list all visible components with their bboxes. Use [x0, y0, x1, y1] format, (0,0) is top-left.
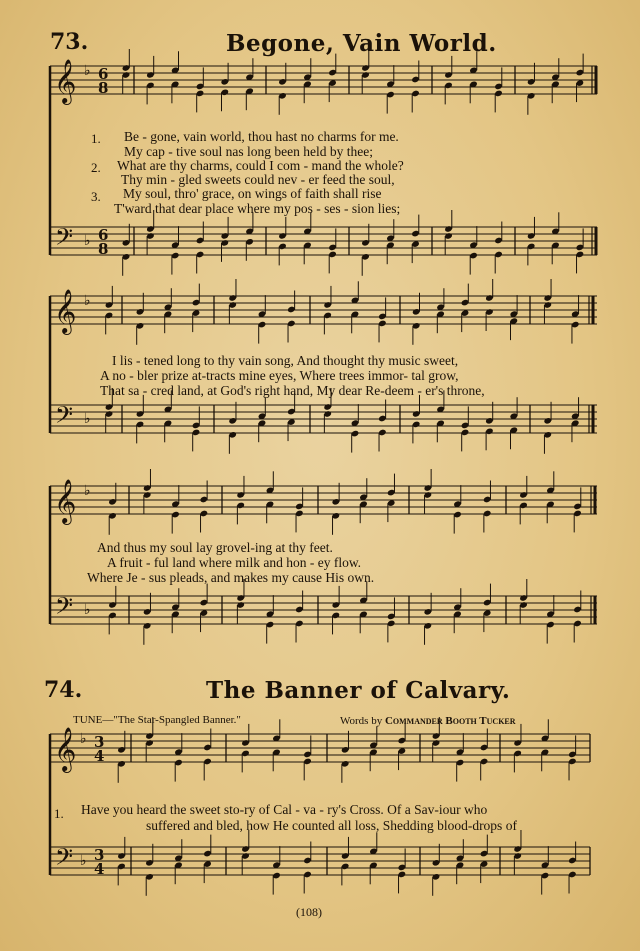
lyric-line: Have you heard the sweet sto-ry of Cal - va - ry's Cross. Of a Sav-iour who — [81, 802, 488, 817]
lyric-line: suffered and bled, how He counted all loss, Shedding blood-drops of — [146, 818, 517, 833]
lyric-line: I lis - tened long to thy vain song, And thought thy music sweet, — [112, 353, 459, 368]
bass-clef-icon: 𝄢 — [55, 401, 74, 434]
treble-staff — [50, 279, 597, 433]
bass-staff — [50, 830, 590, 896]
hymn-74-number: 74. — [44, 677, 83, 703]
lyric-line: And thus my soul lay grovel-ing at thy feet. — [97, 540, 333, 555]
time-signature: 3 — [94, 846, 105, 864]
flat-icon: ♭ — [84, 233, 91, 249]
bass-clef-icon: 𝄢 — [55, 592, 74, 625]
lyric-line: My soul, thro' grace, on wings of faith shall rise — [123, 186, 382, 201]
flat-icon: ♭ — [84, 411, 91, 427]
bass-clef-icon: 𝄢 — [55, 223, 74, 256]
flat-icon: ♭ — [80, 853, 87, 869]
time-signature: 6 — [98, 226, 109, 244]
flat-icon: ♭ — [84, 293, 91, 309]
words-by-author: Commander Booth Tucker — [384, 715, 516, 727]
verse-number: 1. — [91, 131, 101, 146]
hymn-73-title: Begone, Vain World. — [226, 30, 497, 57]
treble-clef-icon: 𝄞 — [54, 59, 77, 103]
verse-number: 1. — [54, 806, 64, 821]
bass-staff — [50, 388, 597, 454]
time-signature: 4 — [94, 747, 105, 765]
lyric-line: A no - bler prize at-tracts mine eyes, Where trees immor- tal grow, — [100, 368, 459, 383]
treble-clef-icon: 𝄞 — [54, 479, 77, 523]
hymn-73-number: 73. — [50, 29, 89, 55]
bass-staff — [50, 579, 597, 645]
lyric-line: My cap - tive soul nas long been held by thee; — [124, 144, 373, 159]
time-signature: 6 — [98, 65, 109, 83]
lyric-line: That sa - cred land, at God's right hand, My dear Re-deem - er's throne, — [100, 383, 485, 398]
treble-staff — [50, 469, 597, 624]
time-signature: 8 — [98, 240, 109, 258]
treble-clef-icon: 𝄞 — [54, 727, 77, 771]
lyric-line: Be - gone, vain world, thou hast no charms for me. — [124, 129, 399, 144]
bass-clef-icon: 𝄢 — [55, 843, 74, 876]
treble-clef-icon: 𝄞 — [54, 289, 77, 333]
time-signature: 4 — [94, 860, 105, 878]
flat-icon: ♭ — [84, 63, 91, 79]
hymn-74-title: The Banner of Calvary. — [206, 677, 511, 704]
verse-number: 2. — [91, 160, 101, 175]
lyric-line: What are thy charms, could I com - mand the whole? — [117, 158, 404, 173]
page-number: (108) — [296, 905, 322, 919]
verse-number: 3. — [91, 189, 101, 204]
words-by-prefix: Words by — [340, 715, 383, 727]
treble-staff — [50, 49, 597, 255]
flat-icon: ♭ — [80, 731, 87, 747]
lyric-line: T'ward that dear place where my pos - ses - sion lies; — [114, 201, 401, 216]
lyric-line: A fruit - ful land where milk and hon - ey flow. — [107, 555, 362, 570]
time-signature: 8 — [98, 79, 109, 97]
lyric-line: Thy min - gled sweets could nev - er feed the soul, — [121, 172, 395, 187]
flat-icon: ♭ — [84, 483, 91, 499]
time-signature: 3 — [94, 733, 105, 751]
tune-label: TUNE—"The Star-Spangled Banner." — [73, 714, 241, 726]
flat-icon: ♭ — [84, 602, 91, 618]
bass-staff — [50, 210, 597, 276]
lyric-line: Where Je - sus pleads, and makes my cause His own. — [87, 570, 375, 585]
